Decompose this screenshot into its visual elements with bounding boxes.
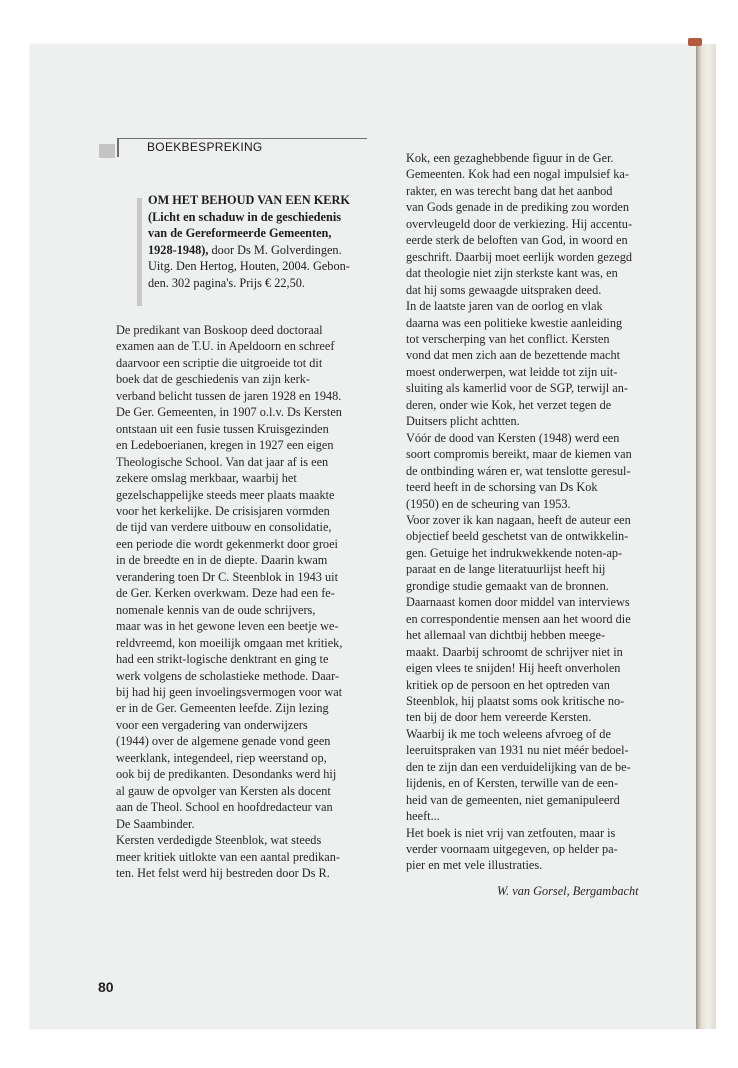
page-edge bbox=[696, 44, 716, 1029]
text-line: maakt. Daarbij schroomt de schrijver niet in bbox=[406, 644, 623, 659]
text-line: zekere omslag merkbaar, waarbij het bbox=[116, 471, 297, 486]
text-line: en correspondentie mensen aan het woord die bbox=[406, 611, 631, 626]
text-line: overvleugeld door de verkiezing. Hij accentu- bbox=[406, 216, 633, 231]
text-line: ontstaan uit een fusie tussen Kruisgezinden bbox=[116, 421, 329, 436]
section-rule bbox=[117, 138, 367, 139]
text-line: gezelschappelijke steeds meer plaats maakte bbox=[116, 487, 335, 502]
section-label: BOEKBESPREKING bbox=[147, 140, 263, 154]
text-line: leeruitspraken van 1931 nu niet méér bedoel- bbox=[406, 743, 629, 758]
text-line: paraat en de lange literatuurlijst heeft hij bbox=[406, 562, 606, 577]
text-line: geschrift. Daarbij moet eerlijk worden gezegd bbox=[406, 249, 633, 264]
text-line: De Ger. Gemeenten, in 1907 o.l.v. Ds Kersten bbox=[116, 405, 342, 420]
text-line: verder voornaam uitgegeven, op helder pa- bbox=[406, 842, 618, 857]
text-line: den te zijn dan een verduidelijking van de be- bbox=[406, 759, 631, 774]
right-column bbox=[406, 150, 674, 874]
text-line: grondige studie gemaakt van de bronnen. bbox=[406, 578, 609, 593]
text-line: Vóór de dood van Kersten (1948) werd een bbox=[406, 430, 620, 445]
text-line: van Gods genade in de prediking zou worden bbox=[406, 200, 629, 215]
text-line: pier en met vele illustraties. bbox=[406, 858, 543, 873]
text-line: tot verscherping van het conflict. Kersten bbox=[406, 331, 610, 346]
text-line: gen. Getuige het indrukwekkende noten-ap- bbox=[406, 545, 623, 560]
text-line: sluiting als kamerlid voor de SGP, terwijl an- bbox=[406, 381, 628, 396]
text-line: De predikant van Boskoop deed doctoraal bbox=[116, 323, 323, 337]
text-line: al gauw de opvolger van Kersten als docent bbox=[116, 783, 331, 798]
book-author: door Ds M. Golverdingen. bbox=[208, 242, 342, 257]
review-signature: W. van Gorsel, Bergambacht bbox=[497, 884, 639, 898]
text-line: dat hij soms gewaagde uitspraken deed. bbox=[406, 282, 602, 297]
text-line: en Ledeboerianen, kregen in 1927 een eigen bbox=[116, 438, 334, 453]
text-line: rakter, en was terecht bang dat het aanbod bbox=[406, 183, 613, 198]
text-line: voor het kerkelijke. De crisisjaren vormden bbox=[116, 503, 330, 518]
text-line: Kersten verdedigde Steenblok, wat steeds bbox=[116, 833, 322, 848]
text-line: deren, onder wie Kok, het verzet tegen de bbox=[406, 397, 612, 412]
text-line: vond dat men zich aan de bezettende macht bbox=[406, 348, 621, 363]
review-header bbox=[148, 192, 373, 291]
text-line: eerde sterk de beloften van God, in woord en bbox=[406, 233, 628, 248]
text-line: had een strikt-logische denktrant en ging te bbox=[116, 652, 329, 667]
text-line: boek dat de geschiedenis van zijn kerk- bbox=[116, 372, 310, 387]
book-title: OM HET BEHOUD VAN EEN KERK bbox=[148, 193, 350, 207]
text-line: aan de Theol. School en hoofdredacteur van bbox=[116, 800, 333, 815]
book-subtitle-line: van de Gereformeerde Gemeenten, bbox=[148, 226, 332, 240]
text-line: ten bij de door hem vereerde Kersten. bbox=[406, 710, 592, 725]
text-line: Daarnaast komen door middel van interviews bbox=[406, 595, 630, 610]
section-marker bbox=[99, 144, 115, 158]
text-line: het allemaal van dichtbij hebben meege- bbox=[406, 628, 606, 643]
text-line: Voor zover ik kan nagaan, heeft de auteur een bbox=[406, 512, 631, 527]
text-line: heid van de gemeenten, niet gemanipuleerd bbox=[406, 792, 620, 807]
text-line: Waarbij ik me toch weleens afvroeg of de bbox=[406, 726, 611, 741]
text-line: verband belicht tussen de jaren 1928 en 1948. bbox=[116, 388, 342, 403]
text-line: objectief beeld geschetst van de ontwikkelin- bbox=[406, 529, 629, 544]
text-line: ten. Het felst werd hij bestreden door Ds R. bbox=[116, 865, 330, 880]
left-column bbox=[116, 322, 376, 881]
text-line: daarna was een politieke kwestie aanleiding bbox=[406, 315, 623, 330]
text-line: reldvreemd, kon moeilijk omgaan met kritiek, bbox=[116, 635, 343, 650]
bookmark-ribbon bbox=[688, 38, 702, 46]
text-line: eigen vlees te snijden! Hij heeft onverholen bbox=[406, 661, 621, 676]
book-meta-line: Uitg. Den Hertog, Houten, 2004. Gebon- bbox=[148, 259, 350, 273]
text-line: meer kritiek uitlokte van een aantal predikan- bbox=[116, 849, 340, 864]
text-line: (1950) en de scheuring van 1953. bbox=[406, 496, 571, 511]
text-line: heeft... bbox=[406, 809, 440, 824]
text-line: bij had hij geen invoelingsvermogen voor wat bbox=[116, 684, 343, 699]
text-line: Duitsers plicht achtten. bbox=[406, 414, 520, 429]
text-line: Gemeenten. Kok had een nogal impulsief ka- bbox=[406, 167, 629, 182]
text-line: weerklank, integendeel, riep weerstand op, bbox=[116, 750, 327, 765]
text-line: Theologische School. Van dat jaar af is een bbox=[116, 454, 329, 469]
book-meta-line: den. 302 pagina's. Prijs € 22,50. bbox=[148, 275, 305, 290]
text-line: kritiek op de persoon en het optreden van bbox=[406, 677, 610, 692]
text-line: Het boek is niet vrij van zetfouten, maar is bbox=[406, 825, 616, 840]
text-line: nomenale kennis van de oude schrijvers, bbox=[116, 602, 316, 617]
text-line: werk volgens de scholastieke methode. Daar- bbox=[116, 668, 340, 683]
text-line: er in de Ger. Gemeenten leefde. Zijn lezing bbox=[116, 701, 329, 716]
text-line: in de breedte en in de diepte. Daarin kwam bbox=[116, 553, 328, 568]
text-line: dat theologie niet zijn sterkste kant was, en bbox=[406, 266, 618, 281]
text-line: lijdenis, en of Kersten, terwille van de een- bbox=[406, 776, 619, 791]
text-line: teerd heeft in de schorsing van Ds Kok bbox=[406, 480, 598, 495]
text-line: moest onderwerpen, wat leidde tot zijn uit- bbox=[406, 364, 618, 379]
section-rule-vertical bbox=[117, 139, 119, 157]
text-line: soort compromis bereikt, maar de kiemen van bbox=[406, 447, 632, 462]
text-line: voor een vergadering van onderwijzers bbox=[116, 717, 308, 732]
text-line: Kok, een gezaghebbende figuur in de Ger. bbox=[406, 151, 614, 165]
text-line: maar was in het gewone leven een beetje we- bbox=[116, 619, 339, 634]
text-line: verandering toen Dr C. Steenblok in 1943 uit bbox=[116, 569, 338, 584]
text-line: In de laatste jaren van de oorlog en vlak bbox=[406, 299, 603, 314]
text-line: (1944) over de algemene genade vond geen bbox=[116, 734, 331, 749]
review-header-bar bbox=[137, 198, 142, 306]
text-line: de ontbinding wáren er, wat tenslotte geresul- bbox=[406, 463, 631, 478]
text-line: ook bij de predikanten. Desondanks werd hij bbox=[116, 767, 337, 782]
text-line: de tijd van verdere uitbouw en consolidatie, bbox=[116, 520, 332, 535]
text-line: De Saambinder. bbox=[116, 816, 195, 831]
book-meta-line bbox=[148, 242, 373, 259]
text-line: examen aan de T.U. in Apeldoorn en schreef bbox=[116, 339, 335, 354]
page-number: 80 bbox=[98, 979, 114, 995]
text-line: Steenblok, hij plaatst soms ook kritische no- bbox=[406, 693, 625, 708]
book-subtitle-line: (Licht en schaduw in de geschiedenis bbox=[148, 209, 342, 224]
text-line: daarvoor een scriptie die uitgroeide tot dit bbox=[116, 355, 323, 370]
book-years: 1928-1948), bbox=[148, 242, 209, 257]
text-line: de Ger. Kerken overkwam. Deze had een fe- bbox=[116, 586, 335, 601]
text-line: een periode die wordt gekenmerkt door groei bbox=[116, 536, 338, 551]
